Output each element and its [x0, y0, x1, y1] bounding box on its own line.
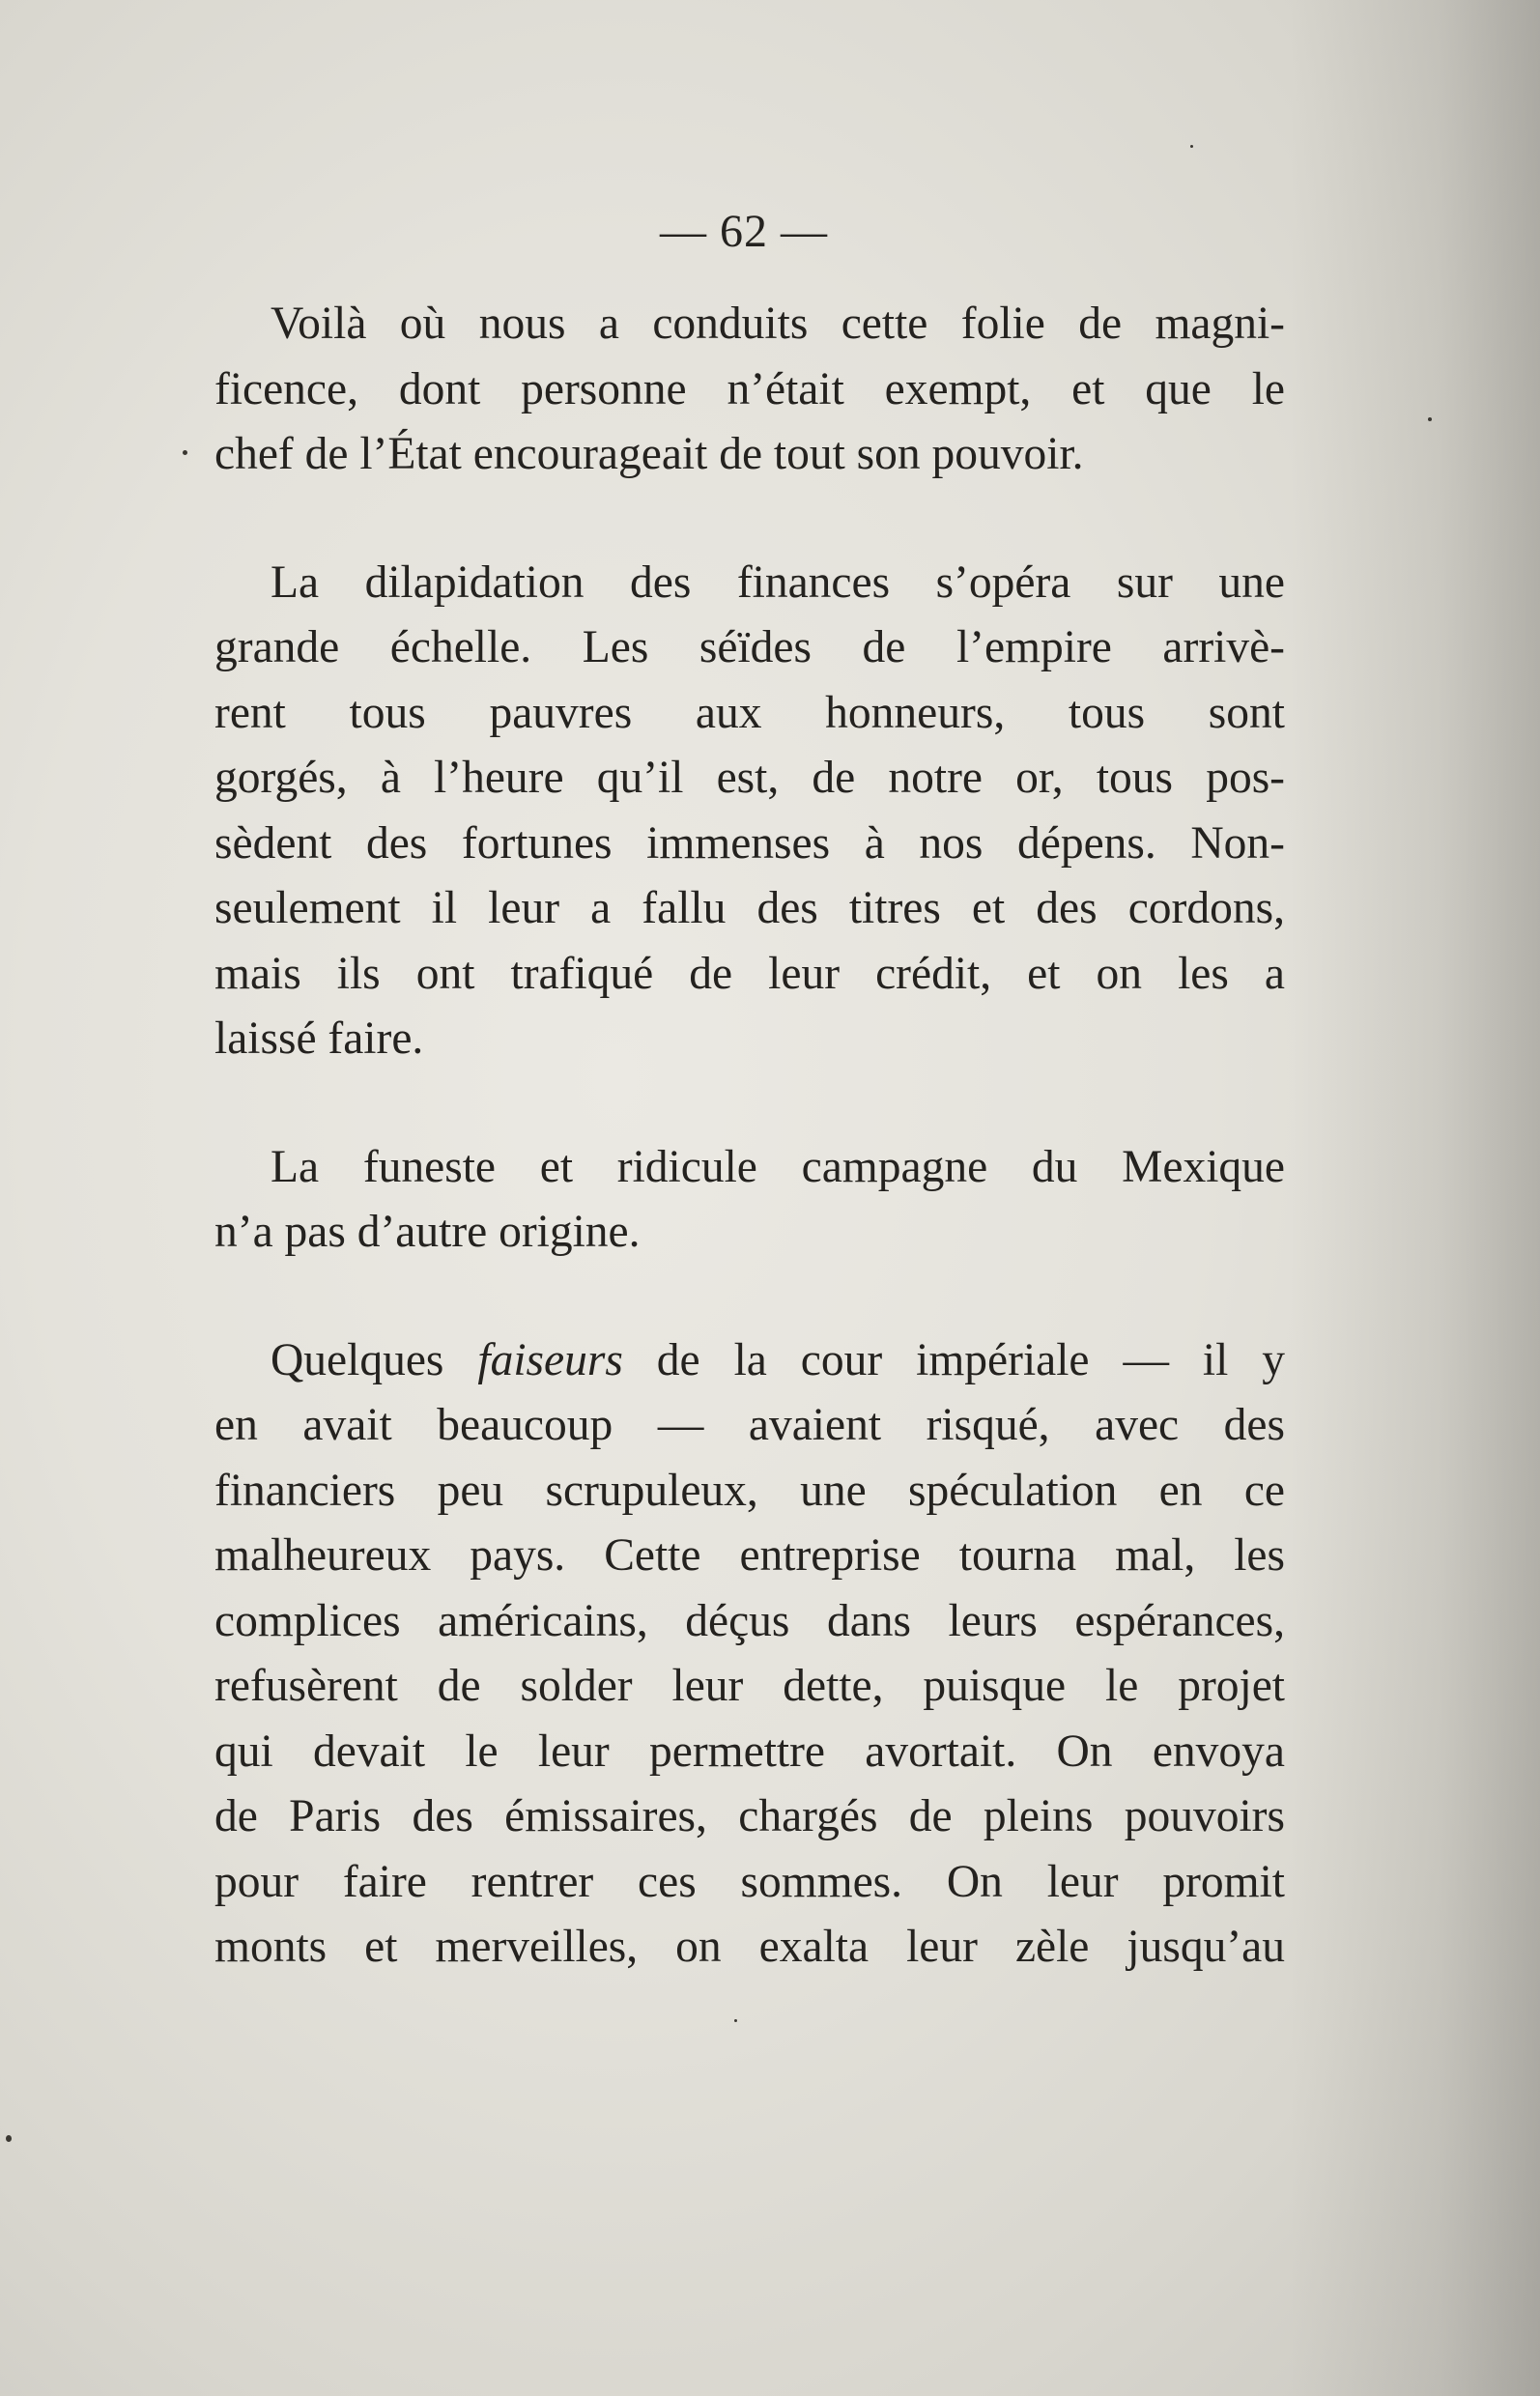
page-text — [214, 292, 1285, 1981]
text-line: seulement il leur a fallu des titres et des cordons, — [214, 883, 1285, 933]
text-line: refusèrent de solder leur dette, puisque le projet — [214, 1661, 1285, 1711]
text-line: Quelques faiseurs de la cour impériale — il y — [271, 1334, 1286, 1385]
paragraph-2 — [214, 551, 1285, 1072]
text-line: qui devait le leur permettre avortait. On envoya — [214, 1726, 1285, 1777]
text-line: La dilapidation des finances s’opéra sur une — [271, 556, 1285, 608]
text-line: financiers peu scrupuleux, une spéculation en ce — [214, 1465, 1285, 1516]
text-line: n’a pas d’autre origine. — [214, 1207, 641, 1257]
page-number: — 62 — — [660, 206, 828, 257]
text-line: chef de l’État encourageait de tout son pouvoir. — [214, 429, 1084, 479]
paper-speck — [1190, 145, 1193, 148]
paper-speck — [183, 450, 187, 455]
paper-speck — [1428, 417, 1432, 421]
paragraph-4 — [214, 1328, 1285, 1981]
text-line: monts et merveilles, on exalta leur zèle jusqu’au — [214, 1922, 1285, 1972]
text-line: malheureux pays. Cette entreprise tourna mal, les — [214, 1530, 1285, 1581]
text-line: pour faire rentrer ces sommes. On leur promit — [214, 1856, 1285, 1907]
text-line: gorgés, à l’heure qu’il est, de notre or, tous pos- — [214, 753, 1285, 803]
text-line: sèdent des fortunes immenses à nos dépens. Non- — [214, 817, 1285, 869]
text-line: complices américains, déçus dans leurs espérances, — [214, 1595, 1285, 1646]
paper-speck — [734, 2019, 737, 2022]
text-line: de Paris des émissaires, chargés de pleins pouvoirs — [214, 1791, 1285, 1841]
paper-speck — [6, 2135, 12, 2142]
paragraph-3 — [214, 1135, 1285, 1266]
italic-word: faiseurs — [477, 1334, 623, 1385]
text-line: laissé faire. — [214, 1013, 424, 1064]
text-line: rent tous pauvres aux honneurs, tous sont — [214, 687, 1285, 738]
text-line: mais ils ont trafiqué de leur crédit, et on les a — [214, 948, 1285, 999]
text-line: grande échelle. Les séïdes de l’empire arrivè- — [214, 622, 1285, 672]
text-line: Voilà où nous a conduits cette folie de magni- — [271, 299, 1285, 349]
text-line: ficence, dont personne n’était exempt, et que le — [214, 363, 1285, 414]
text-line: en avait beaucoup — avaient risqué, avec des — [214, 1400, 1285, 1450]
paragraph-1 — [214, 292, 1285, 488]
text-line: La funeste et ridicule campagne du Mexique — [271, 1141, 1285, 1192]
